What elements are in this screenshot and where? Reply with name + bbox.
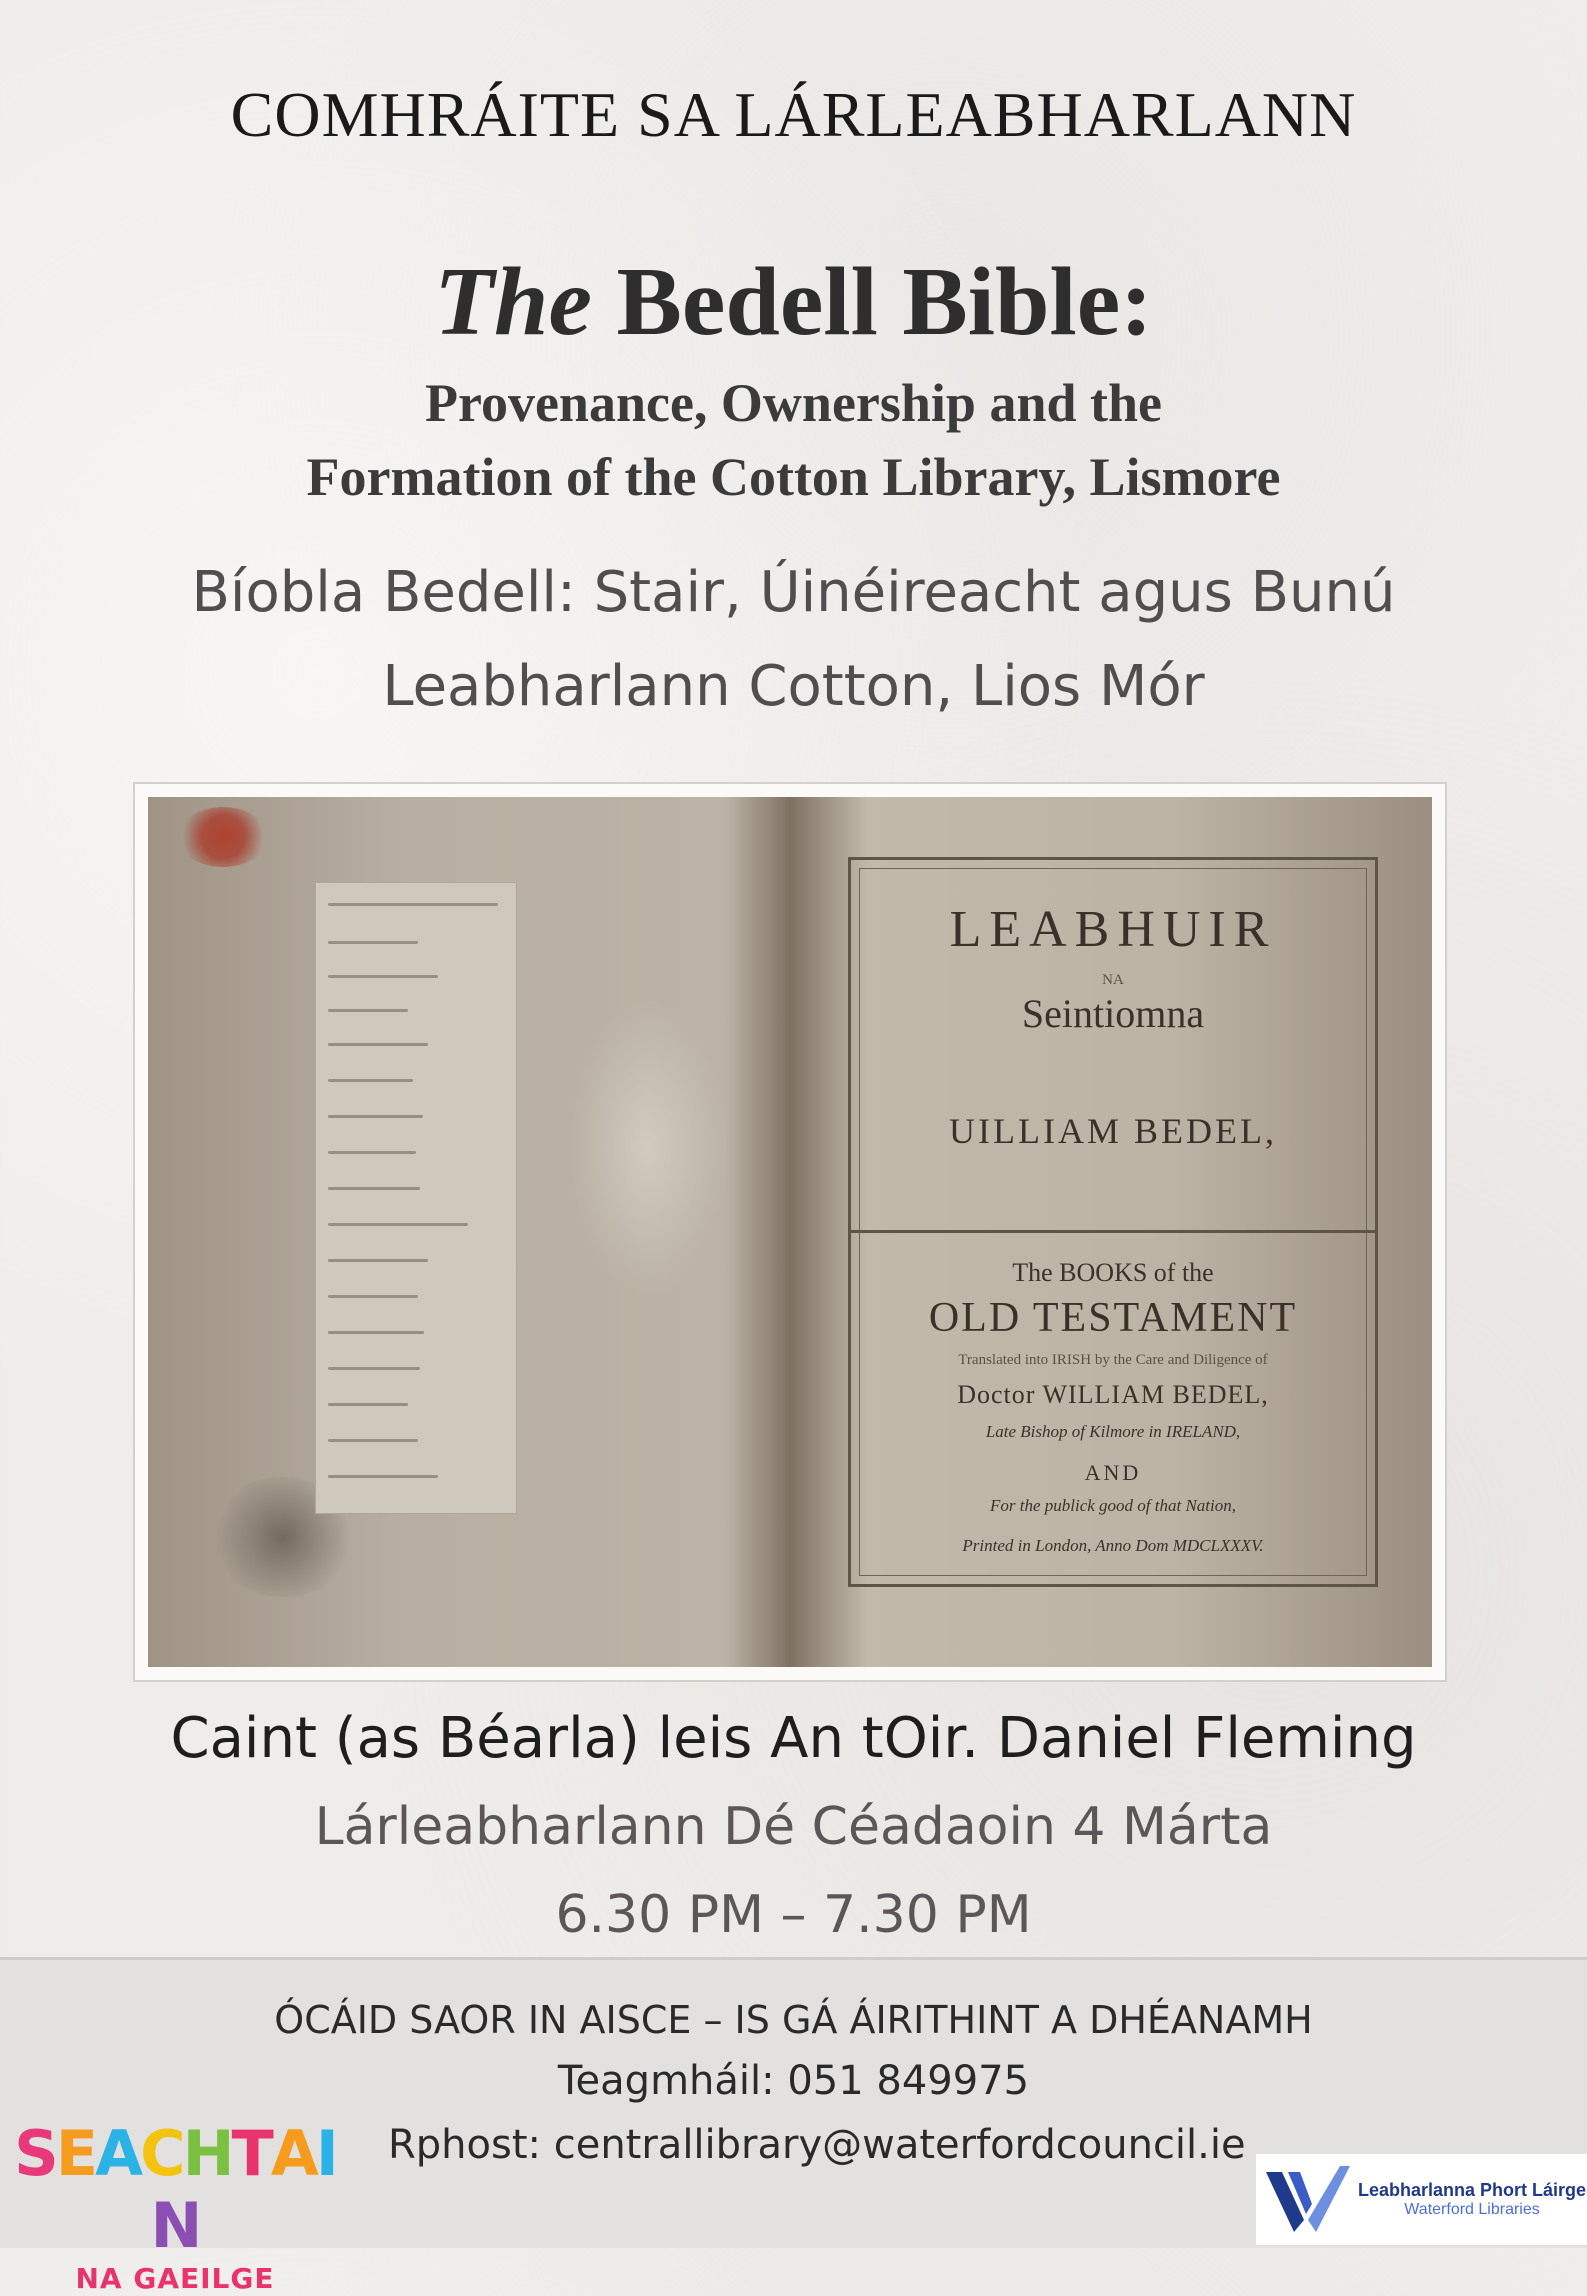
title-page-divider (851, 1230, 1375, 1233)
talk-speaker: Caint (as Béarla) leis An tOir. Daniel Fleming (170, 1706, 1417, 1771)
library-name-english: Waterford Libraries (1404, 2201, 1540, 2218)
title-page-books: The BOOKS of the (1012, 1258, 1214, 1287)
light-patch (568, 997, 728, 1297)
subtitle-line-2: Formation of the Cotton Library, Lismore (306, 447, 1281, 507)
title-page-doctor: Doctor WILLIAM BEDEL, (957, 1380, 1269, 1409)
venue-date: Lárleabharlann Dé Céadaoin 4 Márta (314, 1797, 1273, 1857)
series-title: COMHRÁITE SA LÁRLEABHARLANN (230, 79, 1357, 150)
seachtain-letter: N (150, 2189, 200, 2262)
title-page-na: NA (1102, 972, 1124, 988)
title-page-seintiomna: Seintiomna (1021, 991, 1205, 1036)
title-page-frame (848, 857, 1378, 1587)
seachtain-letter: E (55, 2117, 96, 2190)
red-stain (178, 807, 268, 867)
title-page-publick: For the publick good of that Nation, (989, 1496, 1236, 1515)
main-title (0, 246, 1587, 358)
bible-photo (148, 797, 1432, 1667)
title-page-and: AND (1084, 1460, 1142, 1485)
title-page-leabhuir: LEABHUIR (949, 901, 1277, 958)
main-title-rest: Bedell Bible: (616, 248, 1153, 356)
waterford-v-icon (1262, 2160, 1352, 2240)
free-event-notice: ÓCÁID SAOR IN AISCE – IS GÁ ÁIRITHINT A DHÉANAMH (274, 1998, 1313, 2042)
seachtain-letter: T (231, 2117, 271, 2190)
library-name-irish: Leabharlanna Phort Láirge (1358, 2180, 1587, 2200)
title-page-bishop: Late Bishop of Kilmore in IRELAND, (985, 1422, 1241, 1441)
seachtain-letter: H (182, 2117, 232, 2190)
seachtain-wordmark (14, 2118, 336, 2262)
event-time: 6.30 PM – 7.30 PM (555, 1885, 1032, 1945)
seachtain-letter: A (270, 2117, 316, 2190)
title-page-translated: Translated into IRISH by the Care and Diligence of (958, 1352, 1268, 1368)
seachtain-letter: S (14, 2117, 56, 2190)
subtitle-line-1: Provenance, Ownership and the (424, 373, 1163, 433)
irish-title-line-1: Bíobla Bedell: Stair, Úinéireacht agus Bunú (191, 560, 1396, 625)
contact-email[interactable]: Rphost: centrallibrary@waterfordcouncil.ie (388, 2122, 1246, 2168)
title-page-printed: Printed in London, Anno Dom MDCLXXXV. (962, 1536, 1264, 1555)
title-page-old-testament: OLD TESTAMENT (928, 1295, 1298, 1341)
seachtain-na-gaeilge-logo (14, 2118, 336, 2296)
waterford-libraries-logo (1256, 2154, 1587, 2245)
irish-title-line-2: Leabharlann Cotton, Lios Mór (382, 654, 1205, 719)
title-page-uilliam-bedel: UILLIAM BEDEL, (949, 1111, 1277, 1151)
seachtain-letter: C (140, 2117, 183, 2190)
seachtain-letter: I (315, 2117, 336, 2190)
handwritten-note-slip (315, 882, 517, 1514)
seachtain-subtitle: NA GAEILGE (75, 2262, 275, 2295)
seachtain-letter: A (95, 2117, 141, 2190)
main-title-italic: The (434, 248, 593, 356)
contact-phone: Teagmháil: 051 849975 (557, 2058, 1030, 2104)
